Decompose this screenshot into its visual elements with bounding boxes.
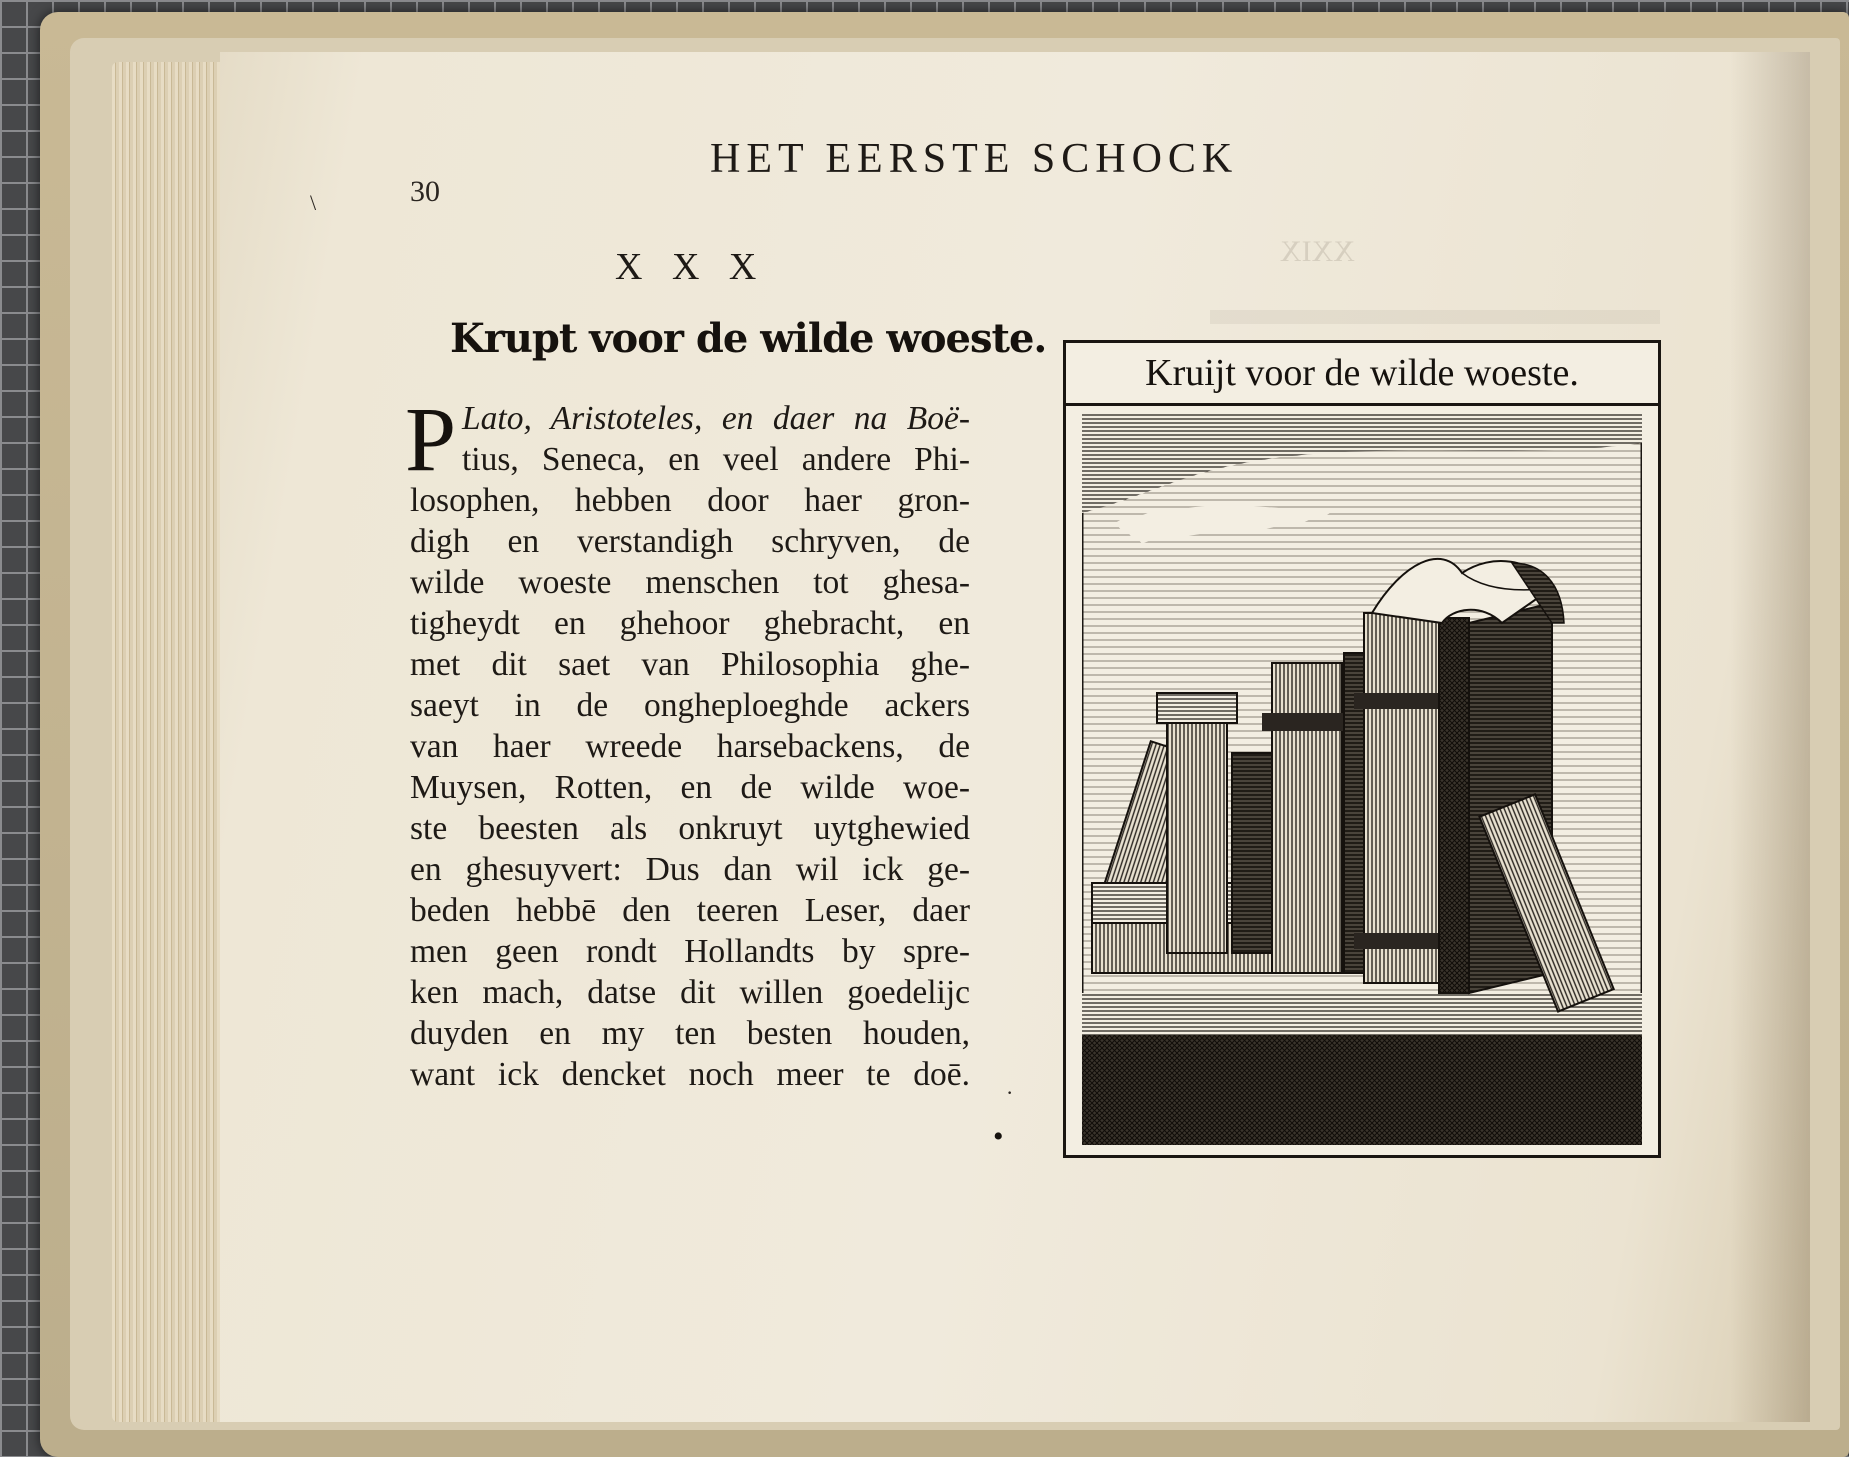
engraving-image (1082, 413, 1642, 1145)
show-through-text: XXIX (1280, 235, 1355, 268)
chapter-numeral: X X X (615, 246, 767, 288)
body-line: tigheydt en ghehoor ghebracht, en (410, 605, 970, 642)
body-line: saeyt in de ongheploeghde ackers (410, 687, 970, 724)
body-line: men geen rondt Hollandts by spre- (410, 933, 970, 970)
stray-mark: \ (310, 190, 317, 215)
body-line: Muysen, Rotten, en de wilde woe- (410, 769, 970, 806)
page-number: 30 (410, 175, 440, 208)
spine-shadow (1730, 52, 1810, 1422)
body-line: duyden en my ten besten houden, (410, 1015, 970, 1052)
plate-caption: Kruijt voor de wilde woeste. (1066, 343, 1658, 406)
end-mark: • (993, 1120, 1004, 1153)
body-line: tius, Seneca, en veel andere Phi- (462, 441, 970, 478)
body-line: want ick dencket noch meer te doē. (410, 1056, 970, 1093)
body-line: met dit saet van Philosophia ghe- (410, 646, 970, 683)
emblem-plate (1063, 340, 1661, 1158)
body-line: wilde woeste menschen tot ghesa- (410, 564, 970, 601)
body-line: digh en verstandigh schryven, de (410, 523, 970, 560)
body-line: losophen, hebben door haer gron- (410, 482, 970, 519)
body-line: Lato, Aristoteles, en daer na Boë- (462, 400, 970, 437)
body-line: beden hebbē den teeren Leser, daer (410, 892, 970, 929)
body-line: ste beesten als onkruyt uytghewied (410, 810, 970, 847)
stray-mark: · (1006, 1080, 1014, 1105)
section-title: Krupt voor de wilde woeste. (450, 315, 1047, 362)
body-line: en ghesuyvert: Dus dan wil ick ge- (410, 851, 970, 888)
body-line: van haer wreede harsebackens, de (410, 728, 970, 765)
page-edges (112, 62, 232, 1422)
running-head: HET EERSTE SCHOCK (710, 136, 1239, 182)
drop-cap: P (405, 388, 457, 490)
body-text (410, 398, 970, 1095)
body-line: ken mach, datse dit willen goedelijc (410, 974, 970, 1011)
